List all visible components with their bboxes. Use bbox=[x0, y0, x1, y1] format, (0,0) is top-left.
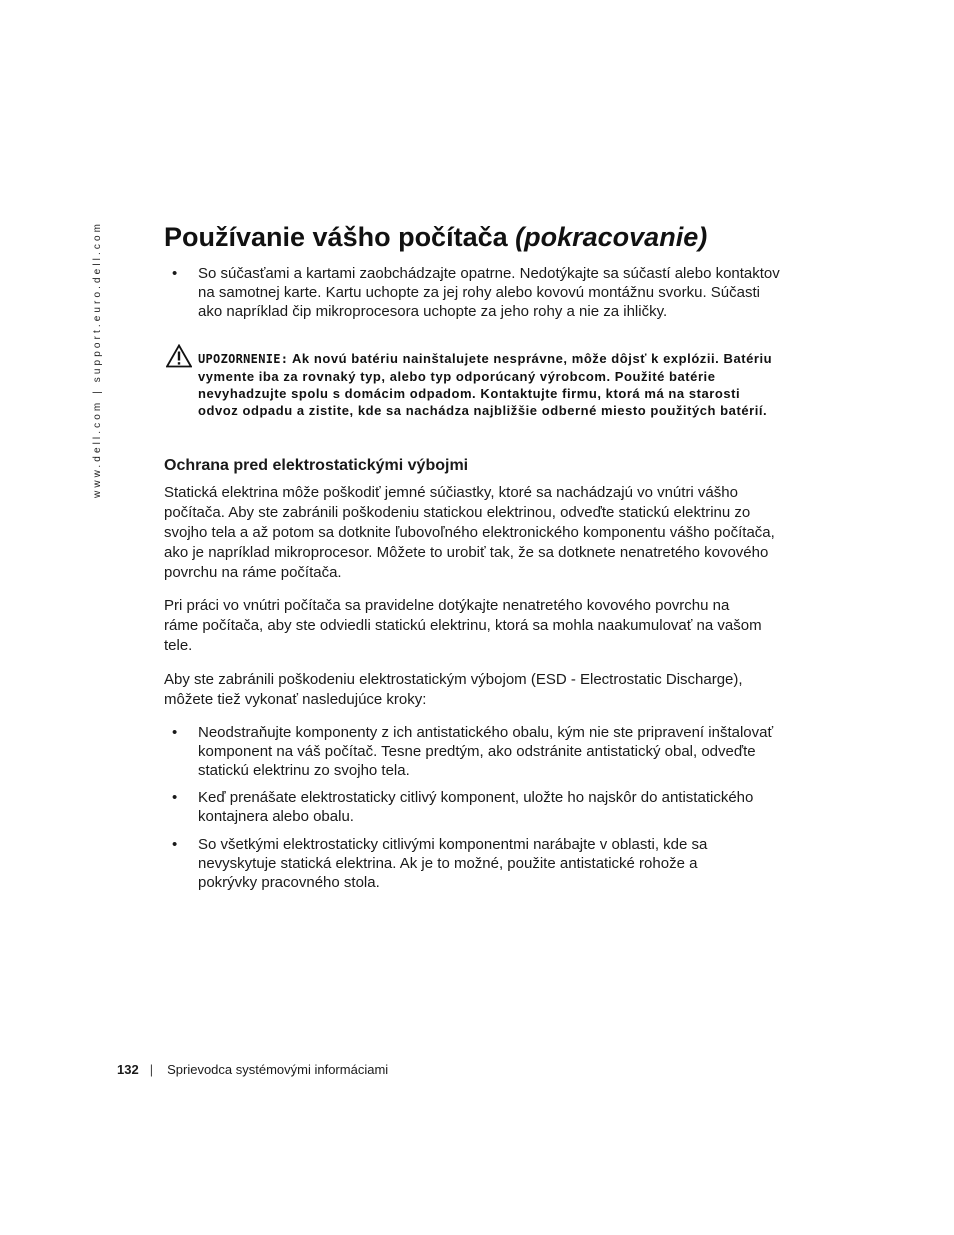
list-item bbox=[164, 835, 744, 892]
bullet-dot-icon: • bbox=[172, 836, 178, 853]
warning-triangle-icon bbox=[166, 344, 192, 368]
body-paragraph: Pri práci vo vnútri počítača sa pravidelne dotýkajte nenatretého kovového povrchu na ráme počítača, aby ste odviedli statickú elektrinu, ktorá sa mohla naakumulovať na vašom tele. bbox=[164, 597, 762, 654]
footer-separator: | bbox=[149, 1062, 154, 1077]
page-footer bbox=[117, 1062, 388, 1077]
warning-text-block bbox=[198, 344, 784, 419]
warning-label: UPOZORNENIE: bbox=[198, 352, 289, 366]
list-item bbox=[164, 264, 784, 321]
page-number: 132 bbox=[117, 1062, 139, 1077]
bullet-dot-icon: • bbox=[172, 724, 178, 741]
list-item-text: So všetkými elektrostaticky citlivými komponentmi narábajte v oblasti, kde sa nevyskytuje statická elektrina. Ak je to možné, použite antistatické rohože a pokrývky pracovného stola. bbox=[198, 836, 708, 891]
section-heading: Ochrana pred elektrostatickými výbojmi bbox=[164, 457, 469, 474]
page-title-continued: (pokracovanie) bbox=[515, 222, 708, 252]
body-paragraph: Aby ste zabránili poškodeniu elektrostatickým výbojom (ESD - Electrostatic Discharge), môžete tiež vykonať nasledujúce kroky: bbox=[164, 671, 743, 708]
list-item-text: Keď prenášate elektrostaticky citlivý komponent, uložte ho najskôr do antistatického kontajnera alebo obalu. bbox=[198, 789, 754, 825]
bullet-dot-icon: • bbox=[172, 789, 178, 806]
warning-text: Ak novú batériu nainštalujete nesprávne, môže dôjsť k explózii. Batériu vymente iba za rovnaký typ, alebo typ odporúcaný výrobcom. Použité batérie nevyhadzujte spolu s domácim odpadom. Kontaktujte firmu, ktorá má na starosti odvoz odpadu a zistite, kde sa nachádza najbližšie odberné miesto použitých batérií. bbox=[198, 351, 773, 418]
list-item-text: So súčasťami a kartami zaobchádzajte opatrne. Nedotýkajte sa súčastí alebo kontaktov na samotnej karte. Kartu uchopte za jej rohy alebo kovovú montážnu svorku. Súčasti ako napríklad čip mikroprocesora uchopte za jeho rohy a nie za ihličky. bbox=[198, 265, 780, 320]
footer-doc-title: Sprievodca systémovými informáciami bbox=[167, 1062, 389, 1077]
page-title bbox=[164, 222, 707, 253]
list-item bbox=[164, 723, 784, 780]
bullet-dot-icon: • bbox=[172, 265, 178, 282]
body-paragraph: Statická elektrina môže poškodiť jemné súčiastky, ktoré sa nachádzajú vo vnútri vášho počítača. Aby ste zabránili poškodeniu statickou elektrinou, odveďte statickú elektrinu zo svojho tela a až potom sa dotknite ľubovoľného elektronického komponentu vášho počítača, ako je napríklad mikroprocesor. Môžete to urobiť tak, že sa dotknete nenatretého kovového povrchu na ráme počítača. bbox=[164, 484, 775, 581]
warning-notice bbox=[164, 344, 784, 419]
list-item bbox=[164, 788, 784, 826]
list-item-text: Neodstraňujte komponenty z ich antistatického obalu, kým nie ste pripravení inštalovať komponent na váš počítač. Tesne predtým, ako odstránite antistatický obal, odveďte statickú elektrinu zo svojho tela. bbox=[198, 724, 774, 779]
sidebar-url: www.dell.com | support.euro.dell.com bbox=[92, 220, 103, 498]
page-title-main: Používanie vášho počítača bbox=[164, 222, 508, 252]
